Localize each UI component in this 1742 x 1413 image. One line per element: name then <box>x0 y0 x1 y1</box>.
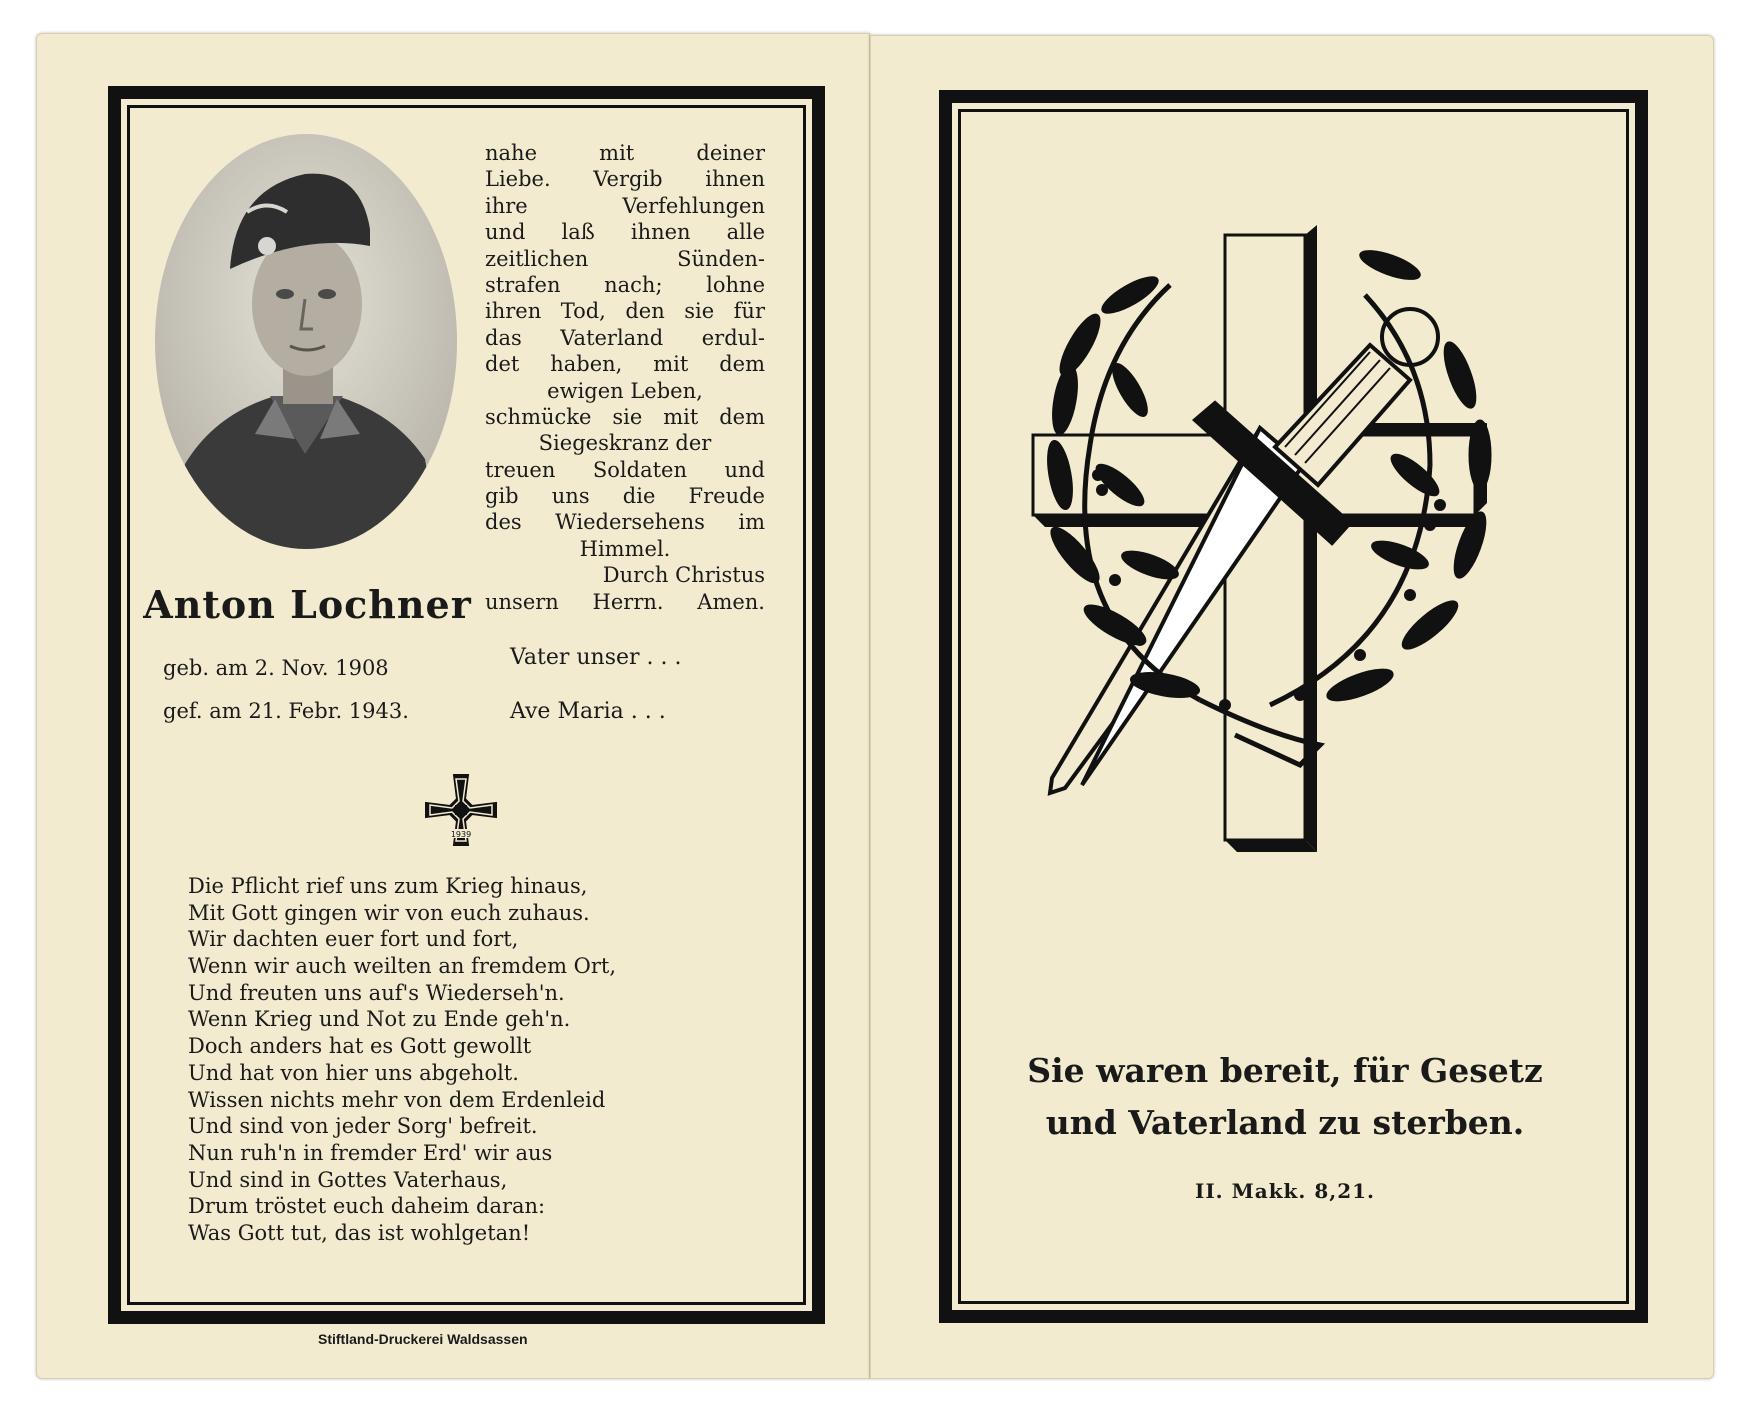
prayer-line: ihre Verfehlungen <box>485 193 765 218</box>
prayer-line: Siegeskranz der <box>538 431 712 456</box>
death-date: gef. am 21. Febr. 1943. <box>163 699 409 723</box>
prayer-line: ihren Tod, den sie für <box>485 299 765 324</box>
printer-credit: Stiftland-Druckerei Waldsassen <box>318 1331 528 1347</box>
verse-citation: II. Makk. 8,21. <box>1194 1179 1376 1203</box>
cross-sword-wreath-icon <box>1020 225 1540 875</box>
prayer-line: treuen Soldaten und <box>485 457 765 482</box>
ave-maria: Ave Maria . . . <box>510 699 666 724</box>
poem-line: Die Pflicht rief uns zum Krieg hinaus, <box>188 874 588 898</box>
poem-line: Und freuten uns auf's Wiederseh'n. <box>188 980 565 1005</box>
prayer-line: unsern Herrn. Amen. <box>485 589 765 614</box>
prayer-line: und laß ihnen alle <box>485 220 765 245</box>
verse-line: und Vaterland zu sterben. <box>1045 1103 1525 1142</box>
prayer-line: Liebe. Vergib ihnen <box>485 167 765 192</box>
poem-line: Nun ruh'n in fremder Erd' wir aus <box>188 1140 553 1165</box>
poem-line: Doch anders hat es Gott gewollt <box>188 1034 532 1059</box>
iron-cross-icon <box>424 773 498 847</box>
prayer-line: zeitlichen Sünden- <box>485 246 765 271</box>
poem-line: Wir dachten euer fort und fort, <box>188 927 519 952</box>
poem-line: Was Gott tut, das ist wohlgetan! <box>188 1220 531 1245</box>
memorial-poem <box>188 873 616 1247</box>
deceased-name: Anton Lochner <box>143 582 472 627</box>
pater-noster: Vater unser . . . <box>510 645 682 670</box>
poem-line: Wenn wir auch weilten an fremdem Ort, <box>188 954 617 979</box>
prayer-line: das Vaterland erdul- <box>485 325 765 350</box>
bible-verse <box>985 1045 1585 1149</box>
prayer-line: nahe mit deiner <box>485 141 765 165</box>
poem-line: Und sind in Gottes Vaterhaus, <box>188 1167 508 1192</box>
soldier-portrait <box>155 134 457 549</box>
prayer-line: des Wiedersehens im <box>485 510 765 535</box>
poem-line: Wissen nichts mehr von dem Erdenleid <box>188 1087 606 1112</box>
prayer-line: Durch Christus <box>602 563 765 588</box>
prayer-line: schmücke sie mit dem <box>485 404 765 429</box>
prayer-line: Himmel. <box>579 536 671 561</box>
poem-line: Wenn Krieg und Not zu Ende geh'n. <box>188 1007 571 1032</box>
poem-line: Drum tröstet euch daheim daran: <box>188 1194 546 1219</box>
prayer-line: strafen nach; lohne <box>485 272 765 297</box>
poem-line: Und sind von jeder Sorg' befreit. <box>188 1114 538 1139</box>
cross-year: 1939 <box>450 830 472 839</box>
verse-line: Sie waren bereit, für Gesetz <box>1027 1051 1543 1090</box>
prayer-line: gib uns die Freude <box>485 484 765 509</box>
birth-date: geb. am 2. Nov. 1908 <box>163 656 389 680</box>
prayer-line: det haben, mit dem <box>485 352 765 377</box>
prayer-text <box>485 140 765 615</box>
prayer-line: ewigen Leben, <box>547 378 703 403</box>
poem-line: Und hat von hier uns abgeholt. <box>188 1060 519 1085</box>
poem-line: Mit Gott gingen wir von euch zuhaus. <box>188 900 590 925</box>
